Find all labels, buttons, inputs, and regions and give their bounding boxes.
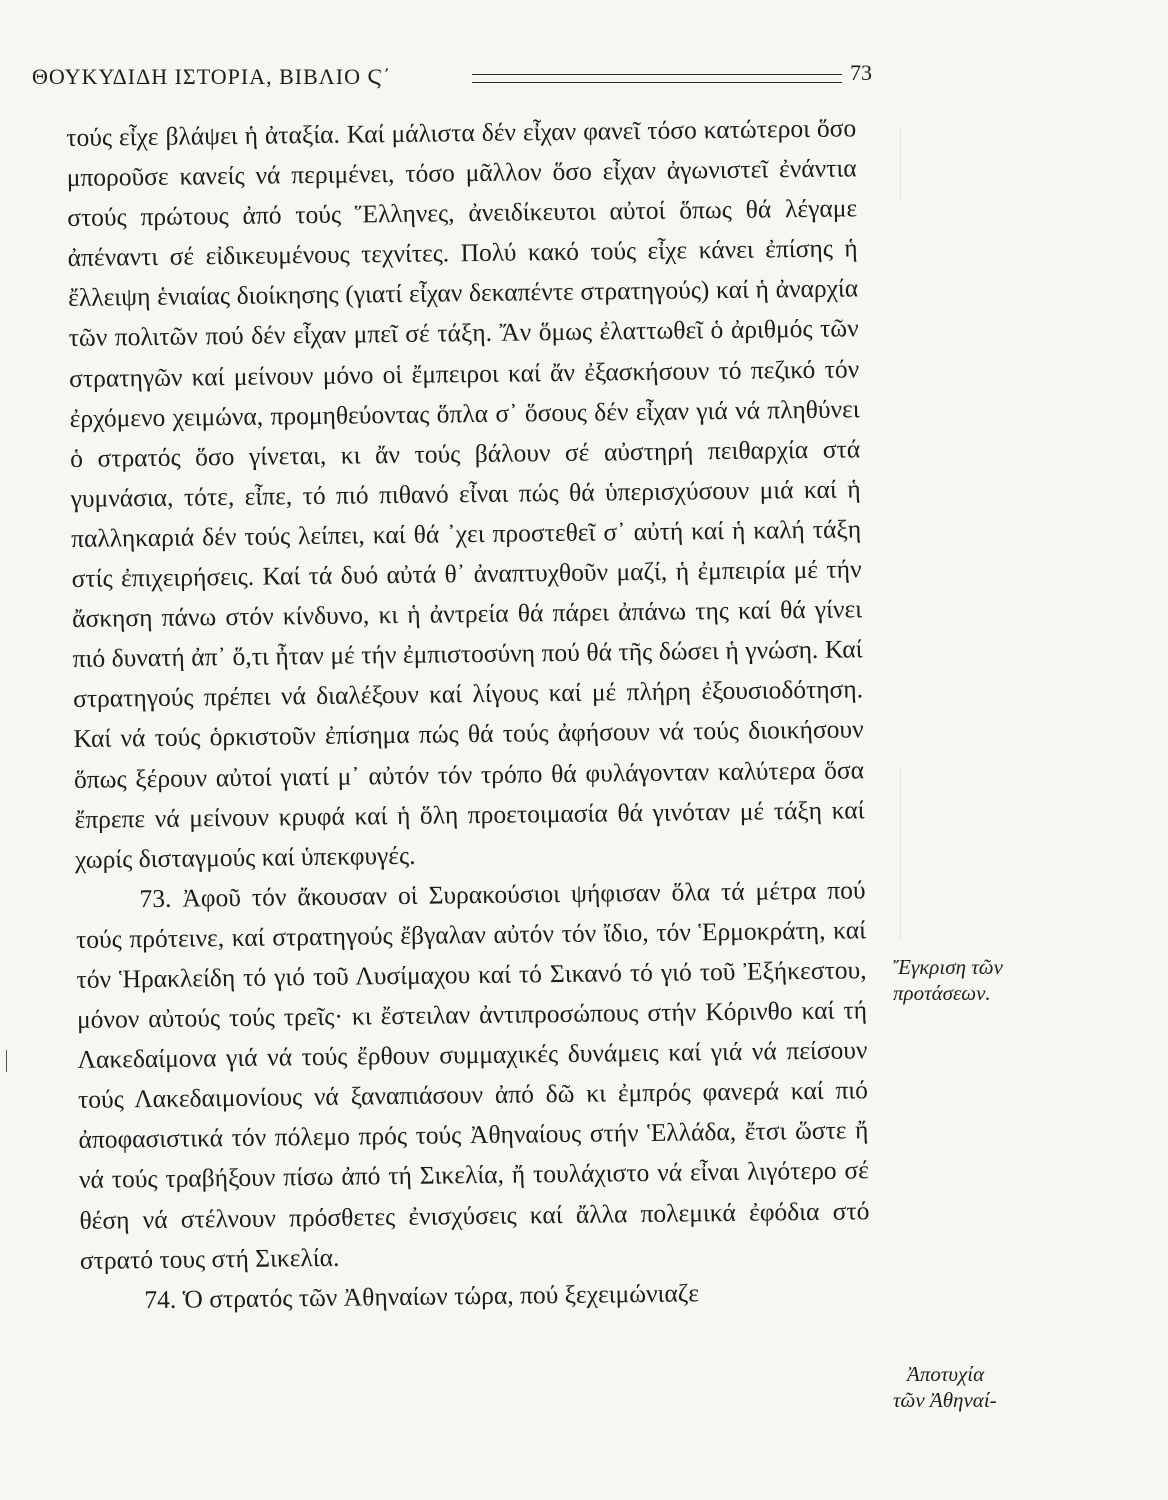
page-number: 73 [850,60,872,85]
show-through-smudge [900,128,1051,198]
paragraph-73: 73. Ἀφοῦ τόν ἄκουσαν οἱ Συρακούσιοι ψήφισαν ὅλα τά μέτρα πού τούς πρότεινε, καί στρατηγούς ἔβγαλαν αὐτόν τόν ἴδιο, τόν Ἑρμοκράτη, καί τόν Ἡρακλείδη τό γιό τοῦ Λυσίμαχου καί τό Σικανό τό γιό τοῦ Ἐξήκεστου, μόνον αὐτούς τούς τρεῖς· κι ἔστειλαν ἀντιπροσώπους στήν Κόρινθο καί τή Λακεδαίμονα γιά νά τούς ἔρθουν συμμαχικές δυνάμεις καί γιά νά πείσουν τούς Λακεδαιμονίους νά ξαναπιάσουν ἀπό δῶ κι ἐμπρός φανερά καί πιό ἀποφασιστικά τόν πόλεμο πρός τούς Ἀθηναίους στήν Ἑλλάδα, ἔτσι ὥστε ἤ νά τούς τραβήξουν πίσω ἀπό τή Σικελία, ἤ τουλάχιστο νά εἶναι λιγότερο σέ θέση νά στέλνουν πρόσθετες ἐνισχύσεις καί ἄλλα πολεμικά ἐφόδια στό στρατό τους στή Σικελία. [75,875,870,1275]
sidenote-line: προτάσεων. [893,981,991,1005]
sidenote-line: Ἔγκριση τῶν [893,955,1003,979]
sidenote-approval [893,954,1093,1006]
sidenote-line: Ἀποτυχία [907,1362,985,1386]
show-through-smudge [900,770,1051,940]
paragraph-74: 74. Ὁ στρατός τῶν Ἀθηναίων τώρα, πού ξεχειμώνιαζε [144,1278,700,1314]
sidenote-failure [893,1361,1093,1413]
page-header [32,60,872,100]
paragraph-continued: τούς εἶχε βλάψει ἡ ἀταξία. Καί μάλιστα δέν εἶχαν φανεῖ τόσο κατώτεροι ὅσο μποροῦσε κανείς νά περιμένει, τόσο μᾶλλον ὅσο εἶχαν ἀγωνιστεῖ ἐνάντια στούς πρώτους ἀπό τούς Ἕλληνες, ἀνειδίκευτοι αὐτοί ὅπως θά λέγαμε ἀπέναντι σέ εἰδικευμένους τεχνίτες. Πολύ κακό τούς εἶχε κάνει ἐπίσης ἡ ἔλλειψη ἑνιαίας διοίκησης (γιατί εἶχαν δεκαπέντε στρατηγούς) καί ἡ ἀναρχία τῶν πολιτῶν πού δέν εἶχαν μπεῖ σέ τάξη. Ἄν ὅμως ἐλαττωθεῖ ὁ ἀριθμός τῶν στρατηγῶν καί μείνουν μόνο οἱ ἔμπειροι καί ἄν ἐξασκήσουν τό πεζικό τόν ἐρχόμενο χειμώνα, προμηθεύοντας ὅπλα σ᾽ ὅσους δέν εἶχαν γιά νά πληθύνει ὁ στρατός ὅσο γίνεται, κι ἄν τούς βάλουν σέ αὐστηρή πειθαρχία στά γυμνάσια, τότε, εἶπε, τό πιό πιθανό εἶναι πώς θά ὑπερισχύσουν μιά καί ἡ παλληκαριά δέν τούς λείπει, καί θά ᾽χει προστεθεῖ σ᾽ αὐτή καί ἡ καλή τάξη στίς ἐπιχειρήσεις. Καί τά δυό αὐτά θ᾽ ἀναπτυχθοῦν μαζί, ἡ ἐμπειρία μέ τήν ἄσκηση πάνω στόν κίνδυνο, κι ἡ ἀντρεία θά πάρει ἀπάνω της καί θά γίνει πιό δυνατή ἀπ᾽ ὅ,τι ἦταν μέ τήν ἐμπιστοσύνη πού θά τῆς δώσει ἡ γνώση. Καί στρατηγούς πρέπει νά διαλέξουν καί λίγους καί μέ πλήρη ἐξουσιοδότηση. Καί νά τούς ὁρκιστοῦν ἐπίσημα πώς θά τούς ἀφήσουν νά τούς διοικήσουν ὅπως ξέρουν αὐτοί γιατί μ᾽ αὐτόν τόν τρόπο θά φυλάγονταν καλύτερα ὅσα ἔπρεπε νά μείνουν κρυφά καί ἡ ὅλη προετοιμασία θά γινόταν μέ τάξη καί χωρίς δισταγμούς καί ὑπεκφυγές. [66,113,865,874]
header-double-rule [472,74,842,83]
sidenote-line: τῶν Ἀθηναί- [893,1388,997,1412]
main-text-column [66,108,871,1320]
binding-mark [0,1050,7,1072]
running-head: ΘΟΥΚΥΔΙΔΗ ΙΣΤΟΡΙΑ, ΒΙΒΛΙΟ Ϛ΄ [32,64,392,89]
